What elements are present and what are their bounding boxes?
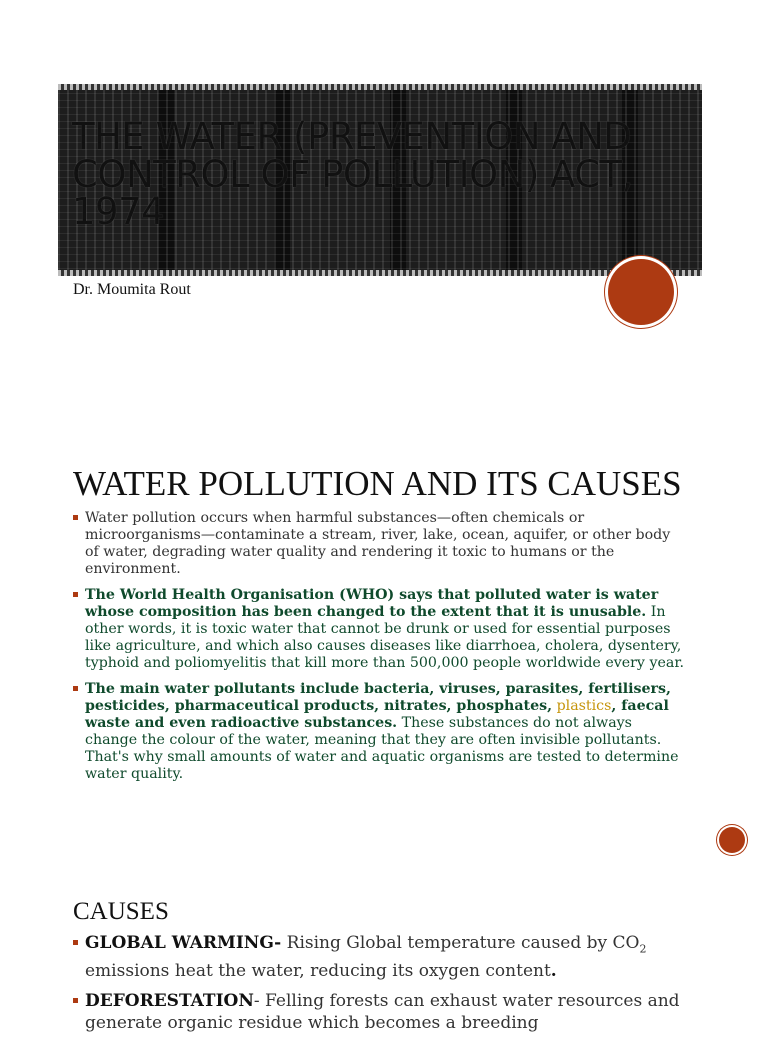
bullet-text: Water pollution occurs when harmful substances—often chemicals or microorganisms—contaminate a stream, river, lake, ocean, aquifer, or other body of water, degrading water quality and rendering it toxic to humans or the environment. (85, 510, 671, 577)
bullet-text: emissions heat the water, reducing its oxygen content (85, 961, 551, 982)
cause-term: DEFORESTATION (85, 991, 254, 1012)
causes-slide (0, 860, 768, 1034)
plastics-link[interactable]: plastics (556, 698, 612, 714)
banner-top-edge (58, 84, 702, 90)
bullet-bold-text: The main water pollutants include bacteria, viruses, parasites, fertilisers, pesticides, pharmaceutical products, nitrates, phosphates, (85, 681, 671, 714)
slide-heading: WATER POLLUTION AND ITS CAUSES (73, 464, 682, 503)
bullet-text: Rising Global temperature caused by CO (281, 933, 640, 953)
author-name: Dr. Moumita Rout (73, 281, 191, 298)
water-pollution-slide (0, 430, 768, 860)
bullet-text: - Felling forests can exhaust water resources and generate organic residue which becomes a breeding (85, 991, 680, 1034)
circle-ornament-icon (608, 259, 674, 325)
slide-title: THE WATER (PREVENTION AND CONTROL OF POLLUTION) ACT, 1974 (72, 115, 633, 234)
title-slide (0, 0, 768, 430)
slide-heading: CAUSES (73, 898, 169, 925)
cause-term: GLOBAL WARMING- (85, 933, 282, 953)
bullet-item (73, 587, 688, 672)
banner-bottom-edge (58, 270, 702, 276)
bullet-bold-text: The World Health Organisation (WHO) says that polluted water is water whose composition has been changed to the extent that it is unusable. (85, 587, 659, 620)
bullet-item (73, 681, 688, 783)
bullet-list (73, 510, 688, 792)
bullet-list (73, 932, 698, 1042)
bullet-text: These substances do not always change the colour of the water, meaning that they are often invisible pollutants. That's why small amounts of water and aquatic organisms are tested to determine water quality. (85, 715, 679, 782)
subscript: 2 (639, 942, 647, 956)
bullet-text: In other words, it is toxic water that cannot be drunk or used for essential purposes like agriculture, and which also causes diseases like diarrhoea, cholera, dysentery, typhoid and poliomyelitis that kill more than 500,000 people worldwide every year. (85, 604, 685, 671)
circle-ornament-icon (719, 827, 745, 853)
bullet-item (73, 510, 688, 578)
bullet-bold-text: , faecal waste and even radioactive substances. (85, 698, 669, 731)
bullet-end: . (550, 961, 557, 982)
bullet-item (73, 990, 698, 1034)
title-banner (58, 84, 702, 276)
bullet-item (73, 932, 698, 982)
